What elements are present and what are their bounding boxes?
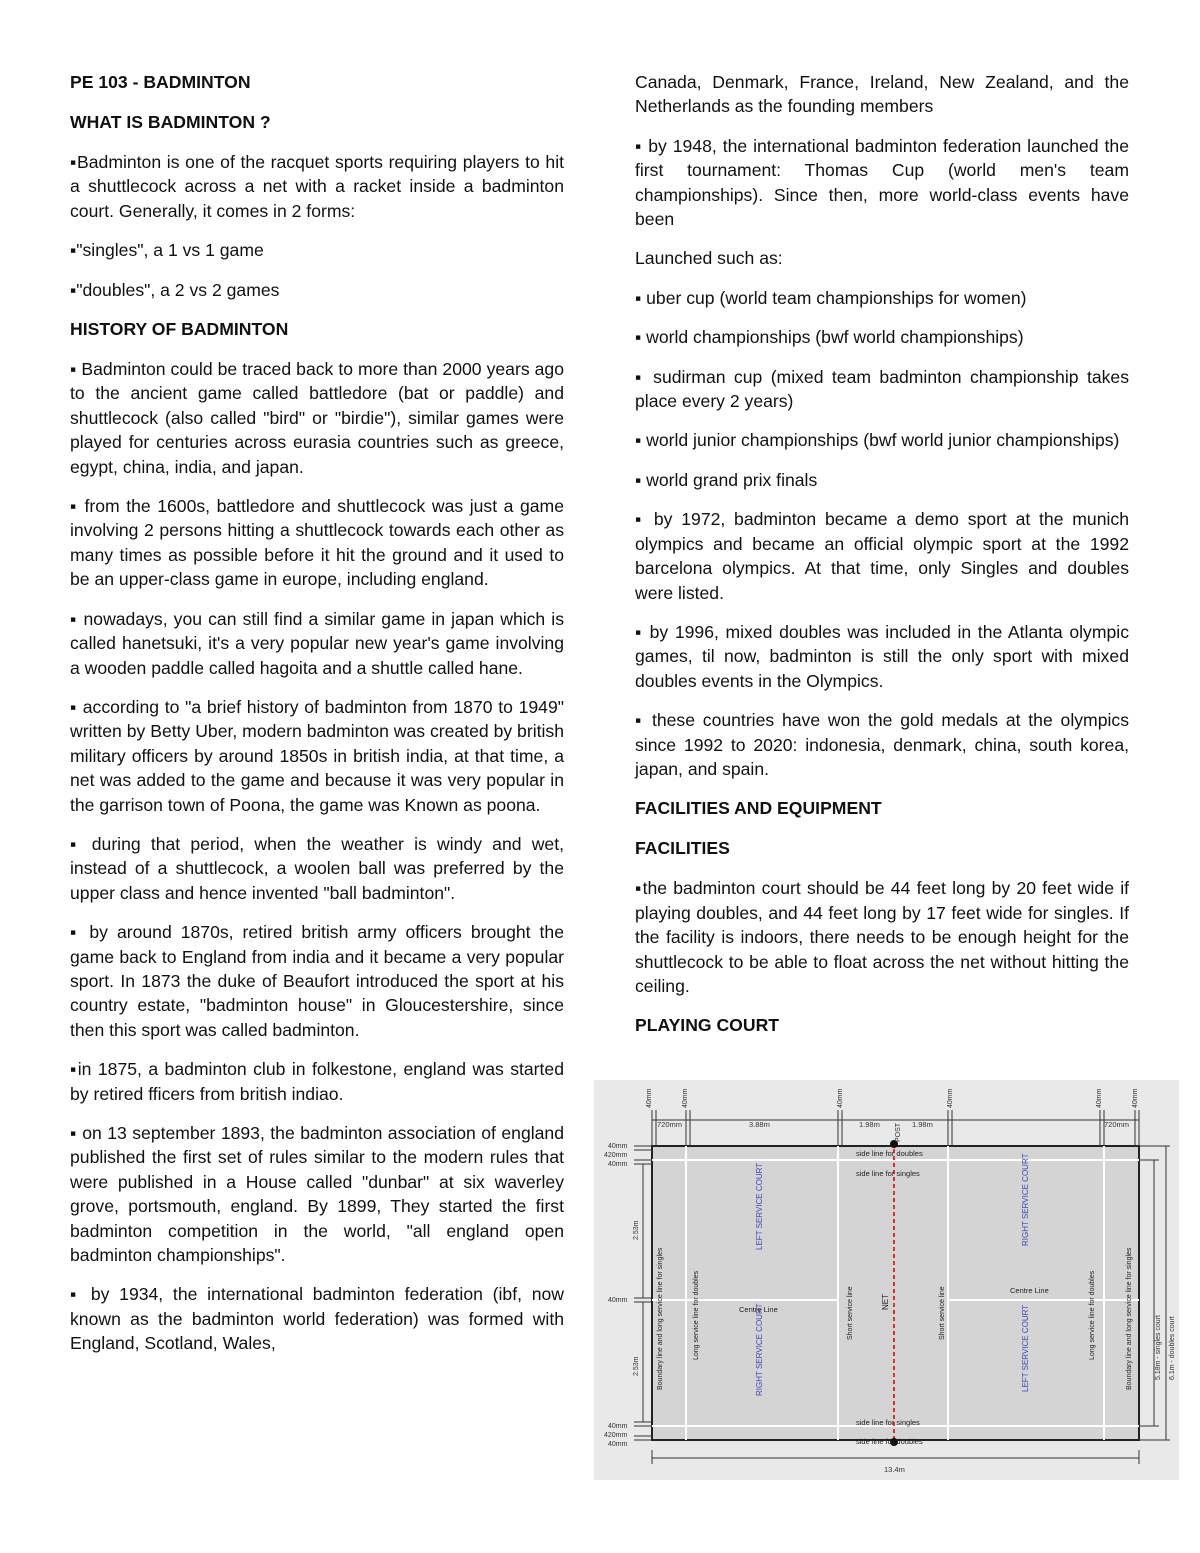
paragraph: Launched such as: xyxy=(635,248,783,269)
side-line-label: side line for doubles xyxy=(856,1149,923,1158)
dim-label: 40mm xyxy=(608,1297,628,1304)
paragraph: ▪ according to "a brief history of badminton from 1870 to 1949" written by Betty Uber, modern badminton was created by british military officers by around 1850s in british india, at that time, a net was added to the game and because it was very popular in the garrison town of Poona, the game was Known as poona. xyxy=(70,696,564,815)
heading-playing-court: PLAYING COURT xyxy=(635,1015,780,1036)
paragraph: ▪ sudirman cup (mixed team badminton championship takes place every 2 years) xyxy=(635,366,1129,412)
heading-facilities-equipment: FACILITIES AND EQUIPMENT xyxy=(635,798,882,819)
dim-label: 3.88m xyxy=(749,1120,770,1129)
dim-label: 420mm xyxy=(604,1432,628,1439)
paragraph: ▪ world grand prix finals xyxy=(635,469,818,490)
dim-label: 420mm xyxy=(604,1152,628,1159)
paragraph: ▪ uber cup (world team championships for women) xyxy=(635,287,1027,308)
paragraph: ▪Badminton is one of the racquet sports requiring players to hit a shuttlecock across a net with a racket inside a badminton court. Generally, it comes in 2 forms: xyxy=(70,152,564,221)
heading-facilities: FACILITIES xyxy=(635,838,730,859)
dim-label: 2.53m xyxy=(633,1356,640,1376)
dim-label: 1.98m xyxy=(912,1120,933,1129)
heading-what-is-badminton: WHAT IS BADMINTON ? xyxy=(70,112,271,132)
paragraph: ▪ by 1948, the international badminton federation launched the first tournament: Thomas Cup (world men's team championships). Since then, more world-class events have been xyxy=(635,135,1129,230)
dimension-ticks-left xyxy=(634,1146,652,1440)
service-court-label: LEFT SERVICE COURT xyxy=(1021,1304,1030,1392)
service-court-label: RIGHT SERVICE COURT xyxy=(755,1303,764,1396)
court-surface xyxy=(652,1146,1139,1440)
dim-label: 13.4m xyxy=(884,1465,905,1474)
centre-line-label: Centre Line xyxy=(1010,1286,1049,1295)
post-label: POST xyxy=(895,1122,902,1142)
centre-line-label: Centre Line xyxy=(739,1305,778,1314)
dim-label: 720mm xyxy=(1104,1120,1130,1129)
document-title: PE 103 - BADMINTON xyxy=(70,72,251,92)
dimension-ticks-right xyxy=(1139,1146,1170,1440)
boundary-line-label: Boundary line and long service line for singles xyxy=(1126,1247,1133,1390)
dim-label: 40mm xyxy=(1132,1088,1139,1108)
dim-label: 40mm xyxy=(646,1088,653,1108)
dim-label: 40mm xyxy=(608,1423,628,1430)
dim-label: 2.53m xyxy=(633,1220,640,1240)
dim-label: 720mm xyxy=(657,1120,683,1129)
paragraph: ▪ nowadays, you can still find a similar game in japan which is called hanetsuki, it's a very popular new year's game involving a wooden paddle called hagoita and a shuttle called hane. xyxy=(70,608,564,678)
paragraph: ▪ by 1972, badminton became a demo sport at the munich olympics and became an official olympic sport at the 1992 barcelona olympics. At that time, only Singles and doubles were listed. xyxy=(635,509,1129,603)
paragraph: ▪ during that period, when the weather is windy and wet, instead of a shuttlecock, a woolen ball was preferred by the upper class and hence invented "ball badminton". xyxy=(70,833,564,903)
paragraph: ▪ Badminton could be traced back to more than 2000 years ago to the ancient game called battledore (bat or paddle) and shuttlecock (also called "bird" or "birdie"), similar games were played for centuries across eurasia countries such as greece, egypt, china, india, and japan. xyxy=(70,359,564,477)
long-service-label: Long service line for doubles xyxy=(693,1270,700,1360)
dim-label: 40mm xyxy=(608,1441,628,1448)
dim-label: 5.18m - singles court xyxy=(1155,1315,1162,1380)
court-diagram xyxy=(594,1080,1179,1480)
dim-label: 40mm xyxy=(837,1088,844,1108)
dim-label: 40mm xyxy=(1096,1088,1103,1108)
left-column xyxy=(70,70,564,1371)
court-diagram-svg xyxy=(594,1080,1179,1480)
paragraph: ▪"singles", a 1 vs 1 game xyxy=(70,240,264,261)
dim-label: 40mm xyxy=(947,1088,954,1108)
paragraph: ▪ these countries have won the gold medals at the olympics since 1992 to 2020: indonesia, denmark, china, south korea, japan, and spain. xyxy=(635,710,1129,779)
service-court-label: LEFT SERVICE COURT xyxy=(755,1162,764,1250)
side-line-label: side line for singles xyxy=(856,1169,920,1178)
paragraph: ▪ from the 1600s, battledore and shuttlecock was just a game involving 2 persons hitting a shuttlecock towards each other as many times as possible before it hit the ground and it used to be an upper-class game in europe, including england. xyxy=(70,496,564,590)
right-column xyxy=(635,70,1129,1053)
dim-label: 1.98m xyxy=(859,1120,880,1129)
paragraph: ▪ by 1996, mixed doubles was included in the Atlanta olympic games, til now, badminton is still the only sport with mixed doubles events in the Olympics. xyxy=(635,621,1129,691)
paragraph: Canada, Denmark, France, Ireland, New Zealand, and the Netherlands as the founding members xyxy=(635,72,1129,117)
paragraph: ▪ world championships (bwf world championships) xyxy=(635,327,1024,348)
long-service-label: Long service line for doubles xyxy=(1089,1270,1096,1360)
boundary-line-label: Boundary line and long service line for singles xyxy=(657,1247,664,1390)
net-label: NET xyxy=(881,1294,890,1310)
side-line-label: side line for doubles xyxy=(856,1437,923,1446)
paragraph: ▪ by around 1870s, retired british army officers brought the game back to England from india and it became a very popular sport. In 1873 the duke of Beaufort introduced the sport at his country estate, "badminton house" in Gloucestershire, since then this sport was called badminton. xyxy=(70,922,564,1040)
short-service-label: Short service line xyxy=(939,1286,946,1340)
service-court-label: RIGHT SERVICE COURT xyxy=(1021,1153,1030,1246)
short-service-label: Short service line xyxy=(847,1286,854,1340)
dim-label: 40mm xyxy=(608,1143,628,1150)
paragraph: ▪ by 1934, the international badminton federation (ibf, now known as the badminton world federation) was formed with England, Scotland, Wales, xyxy=(70,1284,564,1354)
dim-label: 40mm xyxy=(608,1161,628,1168)
paragraph: ▪in 1875, a badminton club in folkestone, england was started by retired fficers from british indiao. xyxy=(70,1059,564,1104)
dim-label: 40mm xyxy=(682,1088,689,1108)
paragraph: ▪ on 13 september 1893, the badminton association of england published the first set of rules similar to the modern rules that were published in a House called "dunbar" at six waverley grove, portsmouth, england. By 1899, They started the first badminton competition in the world, "all england open badminton championships". xyxy=(70,1123,564,1266)
heading-history: HISTORY OF BADMINTON xyxy=(70,319,289,340)
paragraph: ▪"doubles", a 2 vs 2 games xyxy=(70,279,280,300)
paragraph: ▪the badminton court should be 44 feet long by 20 feet wide if playing doubles, and 44 feet long by 17 feet wide for singles. If the facility is indoors, there needs to be enough height for the shuttlecock to be able to float across the net without hitting the ceiling. xyxy=(635,878,1129,996)
side-line-label: side line for singles xyxy=(856,1418,920,1427)
dim-label: 6.1m - doubles court xyxy=(1169,1316,1176,1380)
paragraph: ▪ world junior championships (bwf world junior championships) xyxy=(635,430,1120,451)
